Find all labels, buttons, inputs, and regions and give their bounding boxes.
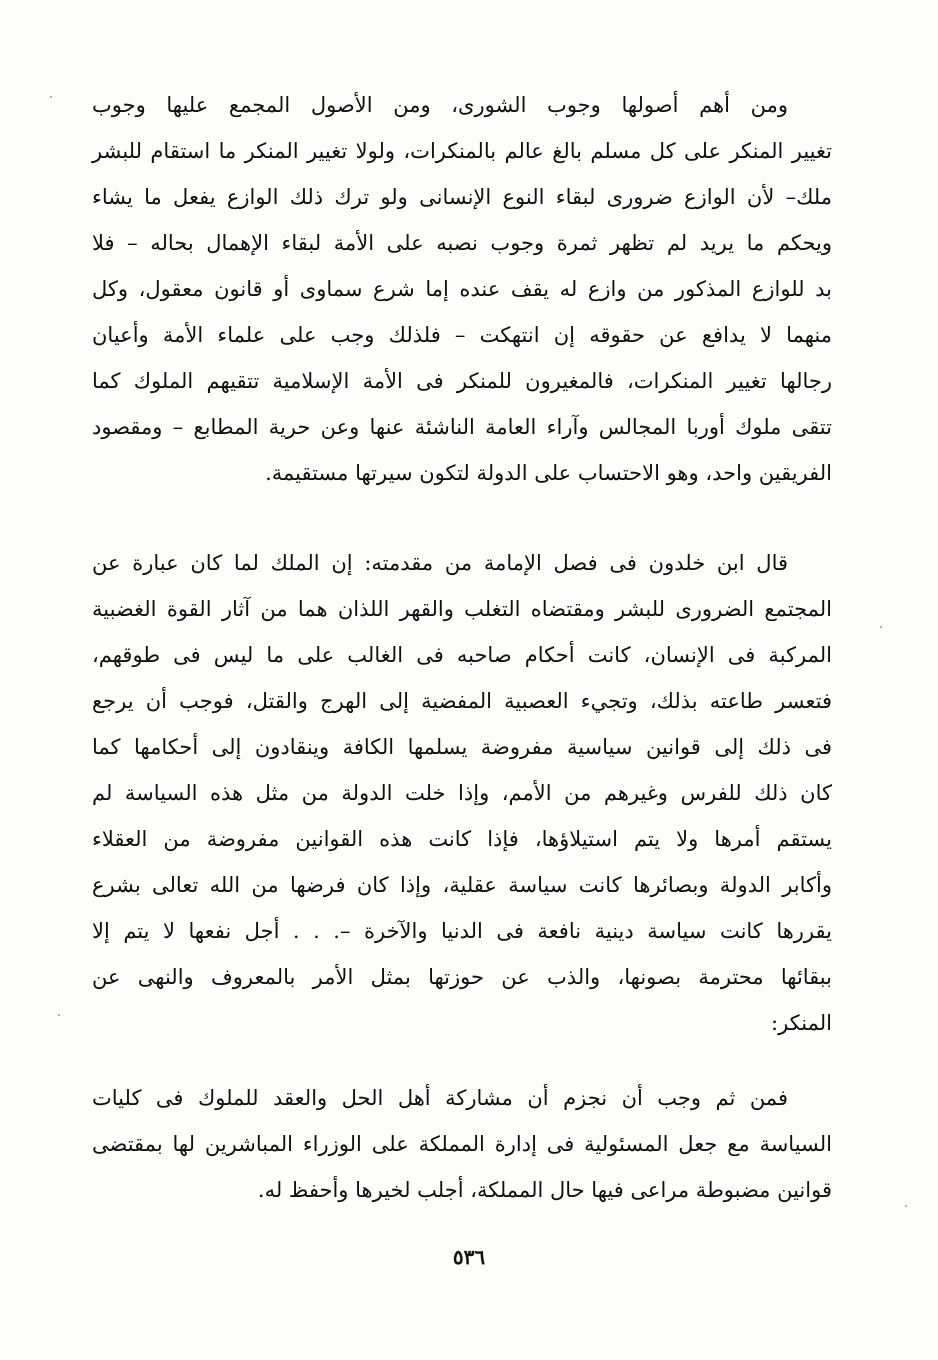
scan-speck: [50, 96, 52, 98]
text-line: تغيير المنكر على كل مسلم بالغ عالم بالمنكرات، ولولا تغيير المنكر ما استقام للبشر: [92, 139, 832, 163]
page-number: ٥٣٦: [452, 1245, 486, 1269]
text-line: ويحكم ما يريد لم تظهر ثمرة وجوب نصبه على الأمة لبقاء الإهمال بحاله – فلا: [92, 231, 832, 255]
text-line: فى ذلك إلى قوانين سياسية مفروضة يسلمها الكافة وينقادون إلى أحكامها كما: [92, 735, 832, 759]
text-line: كان ذلك للفرس وغيرهم من الأمم، وإذا خلت الدولة من مثل هذه السياسة لم: [92, 781, 832, 805]
text-line: السياسة مع جعل المسئولية فى إدارة المملكة على الوزراء المباشرين لها بمقتضى: [92, 1132, 832, 1156]
text-line: قوانين مضبوطة مراعى فيها حال المملكة، أجلب لخيرها وأحفظ له.: [257, 1178, 832, 1202]
text-line: منهما لا يدافع عن حقوقه إن انتهكت – فلذلك وجب على علماء الأمة وأعيان: [92, 323, 832, 347]
text-line: المجتمع الضرورى للبشر ومقتضاه التغلب والقهر اللذان هما من آثار القوة الغضبية: [92, 597, 832, 621]
scan-speck: [880, 626, 882, 628]
text-line: ملك– لأن الوازع ضرورى لبقاء النوع الإنسانى ولو ترك ذلك الوازع يفعل ما يشاء: [92, 185, 832, 209]
text-line: فمن ثم وجب أن نجزم أن مشاركة أهل الحل والعقد للملوك فى كليات: [92, 1086, 788, 1110]
text-line: يستقم أمرها ولا يتم استيلاؤها، فإذا كانت هذه القوانين مفروضة من العقلاء: [92, 827, 832, 851]
text-line: ببقائها محترمة بصونها، والذب عن حوزتها بمثل الأمر بالمعروف والنهى عن: [92, 965, 832, 989]
text-line: المنكر:: [771, 1011, 832, 1035]
text-line: رجالها تغيير المنكرات، فالمغيرون للمنكر فى الأمة الإسلامية تتقيهم الملوك كما: [92, 369, 832, 393]
paragraph-3: [92, 1075, 832, 1213]
text-line: المركبة فى الإنسان، كانت أحكام صاحبه فى الغالب على ما ليس فى طوقهم،: [92, 643, 832, 667]
text-line: تتقى ملوك أوربا المجالس وآراء العامة الناشئة عنها وعن حرية المطابع – ومقصود: [92, 415, 832, 439]
text-line: قال ابن خلدون فى فصل الإمامة من مقدمته: إن الملك لما كان عبارة عن: [92, 551, 789, 575]
text-line: فتعسر طاعته بذلك، وتجيء العصبية المفضية إلى الهرج والقتل، فوجب أن يرجع: [92, 689, 832, 713]
text-line: يقررها كانت سياسة دينية نافعة فى الدنيا والآخرة –. . . أجل نفعها لا يتم إلا: [92, 919, 832, 943]
scan-speck: [58, 1014, 60, 1016]
text-line: الفريقين واحد، وهو الاحتساب على الدولة لتكون سيرتها مستقيمة.: [265, 461, 832, 485]
paragraph-1: [92, 82, 832, 496]
text-line: وأكابر الدولة وبصائرها كانت سياسة عقلية، وإذا كان فرضها من الله تعالى بشرع: [92, 873, 832, 897]
text-line: ومن أهم أصولها وجوب الشورى، ومن الأصول المجمع عليها وجوب: [92, 93, 788, 117]
scan-speck: [905, 1205, 907, 1207]
paragraph-2: [92, 540, 832, 1046]
text-line: بد للوازع المذكور من وازع له يقف عنده إما شرع سماوى أو قانون معقول، وكل: [92, 277, 832, 301]
